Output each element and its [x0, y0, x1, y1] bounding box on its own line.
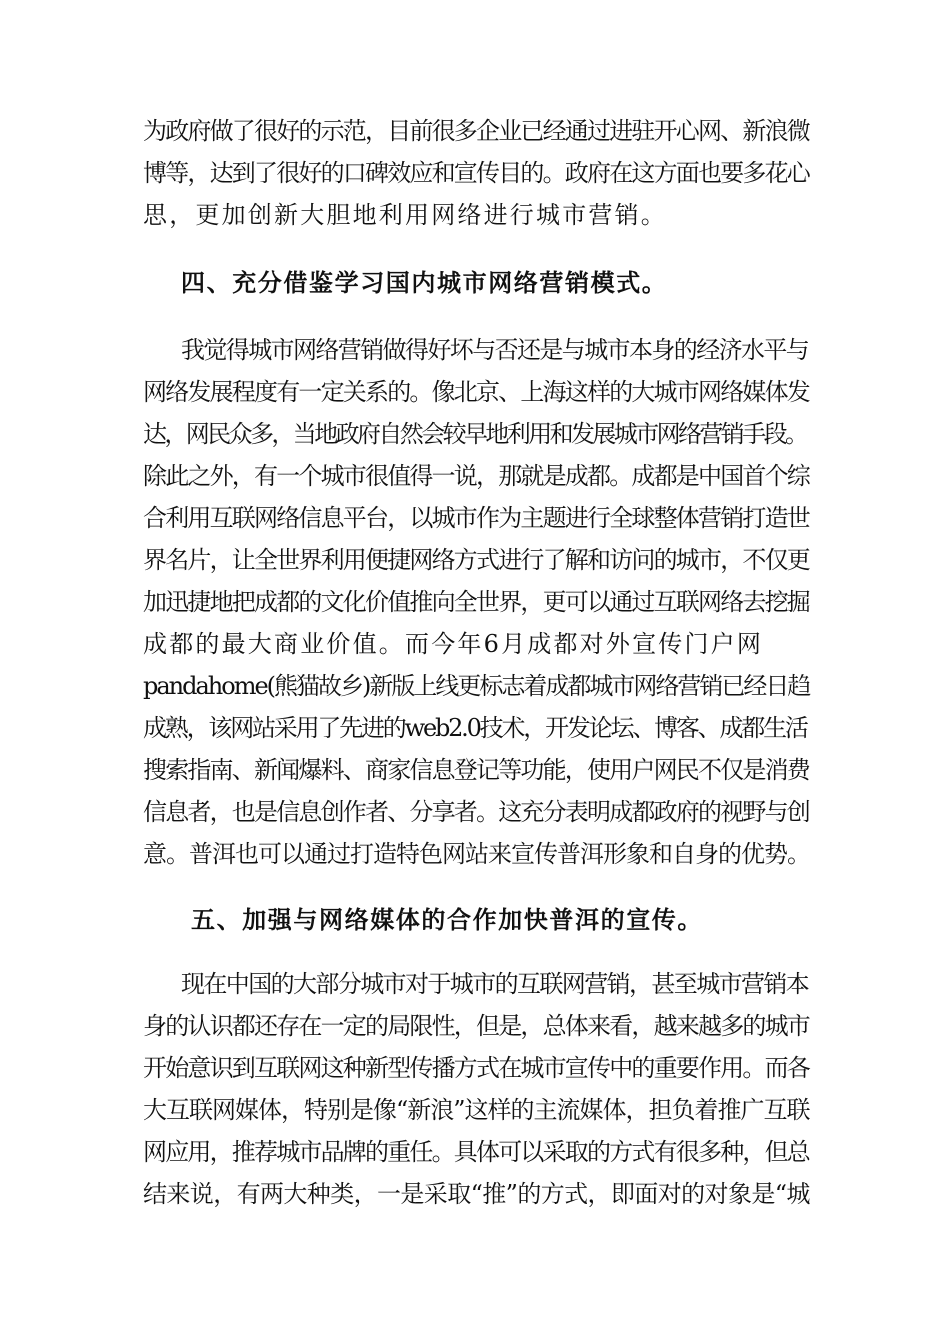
paragraph-3-line-1: 现在中国的大部分城市对于城市的互联网营销，甚至城市营销本: [181, 970, 809, 998]
paragraph-2-line-7: 加迅捷地把成都的文化价值推向全世界，更可以通过互联网络去挖掘: [143, 588, 809, 616]
paragraph-1-line-2: 博等，达到了很好的口碑效应和宣传目的。政府在这方面也要多花心: [143, 159, 809, 187]
paragraph-2-line-9: pandahome(熊猫故乡)新版上线更标志着成都城市网络营销已经日趋: [143, 672, 810, 700]
paragraph-2-line-4: 除此之外，有一个城市很值得一说，那就是成都。成都是中国首个综: [143, 462, 809, 490]
paragraph-2-line-13: 意。普洱也可以通过打造特色网站来宣传普洱形象和自身的优势。: [143, 840, 810, 868]
paragraph-2-line-10: 成熟，该网站采用了先进的web2.0技术，开发论坛、博客、成都生活: [143, 714, 807, 742]
paragraph-3-line-2: 身的认识都还存在一定的局限性，但是，总体来看，越来越多的城市: [143, 1012, 809, 1040]
paragraph-3-line-3: 开始意识到互联网这种新型传播方式在城市宣传中的重要作用。而各: [143, 1054, 809, 1082]
paragraph-2-line-11: 搜索指南、新闻爆料、商家信息登记等功能，使用户网民不仅是消费: [143, 756, 809, 784]
paragraph-1-line-1: 为政府做了很好的示范，目前很多企业已经通过进驻开心网、新浪微: [143, 117, 809, 145]
paragraph-2-line-8: 成都的最大商业价值。而今年6月成都对外宣传门户网: [143, 630, 764, 658]
paragraph-2-line-6: 界名片，让全世界利用便捷网络方式进行了解和访问的城市，不仅更: [143, 546, 809, 574]
section-heading-5: 五、加强与网络媒体的合作加快普洱的宣传。: [191, 905, 703, 934]
section-heading-4: 四、充分借鉴学习国内城市网络营销模式。: [181, 268, 668, 297]
paragraph-3-line-6: 结来说，有两大种类，一是采取“推”的方式，即面对的对象是“城: [143, 1180, 810, 1208]
paragraph-2-line-3: 达，网民众多，当地政府自然会较早地利用和发展城市网络营销手段。: [143, 420, 807, 448]
paragraph-2-line-1: 我觉得城市网络营销做得好坏与否还是与城市本身的经济水平与: [181, 336, 809, 364]
paragraph-2-line-2: 网络发展程度有一定关系的。像北京、上海这样的大城市网络媒体发: [143, 378, 809, 406]
paragraph-2-line-5: 合利用互联网络信息平台，以城市作为主题进行全球整体营销打造世: [143, 504, 809, 532]
paragraph-2-line-12: 信息者，也是信息创作者、分享者。这充分表明成都政府的视野与创: [143, 798, 809, 826]
paragraph-3-line-5: 网应用，推荐城市品牌的重任。具体可以采取的方式有很多种，但总: [143, 1138, 809, 1166]
paragraph-3-line-4: 大互联网媒体，特别是像“新浪”这样的主流媒体，担负着推广互联: [143, 1096, 810, 1124]
paragraph-1-line-3: 思，更加创新大胆地利用网络进行城市营销。: [143, 201, 667, 229]
